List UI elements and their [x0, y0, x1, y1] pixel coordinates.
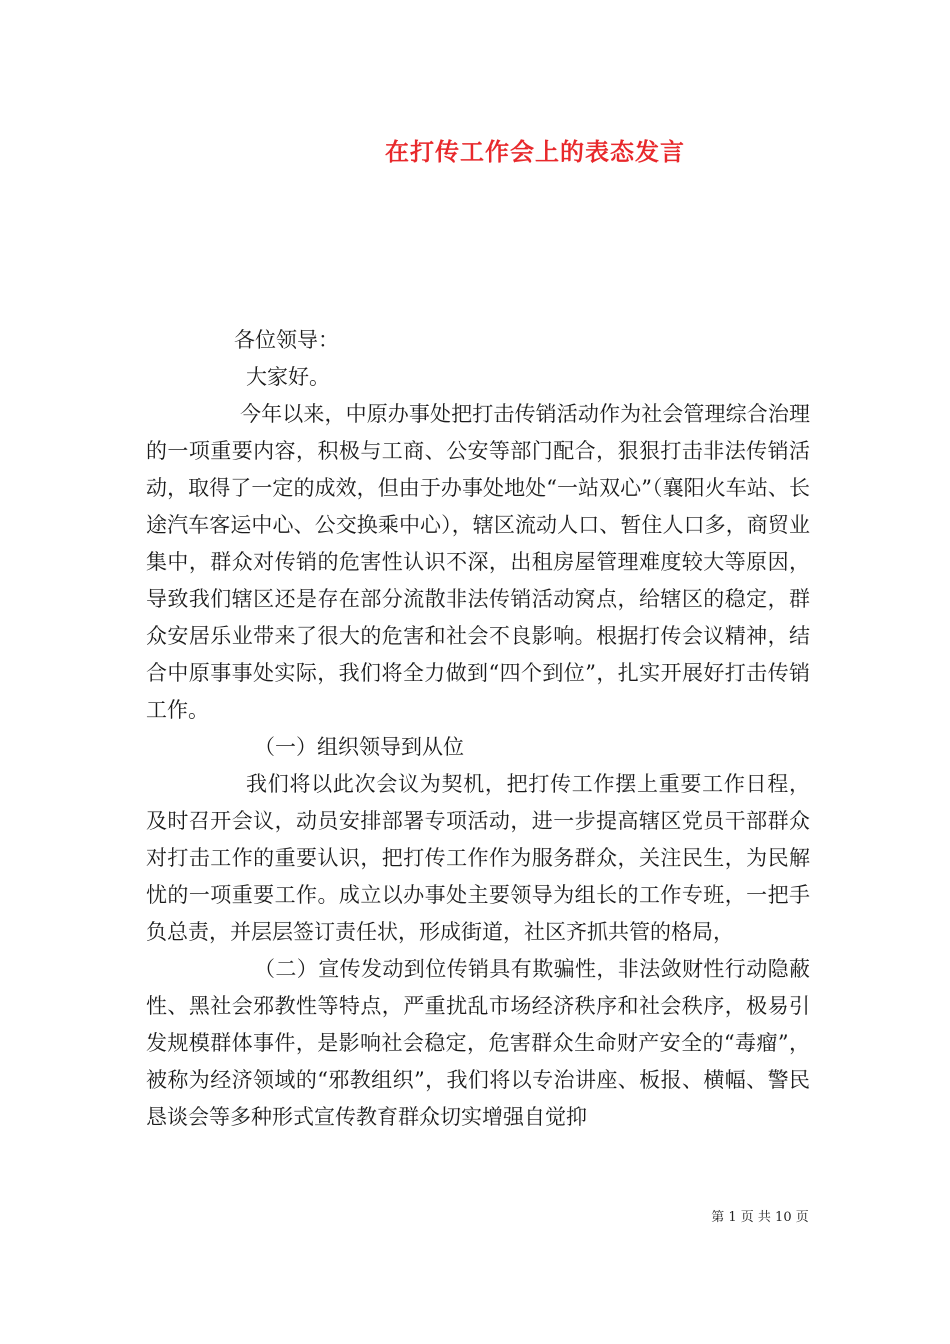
document-title: 在打传工作会上的表态发言: [385, 137, 685, 166]
intro-paragraph: 今年以来，中原办事处把打击传销活动作为社会管理综合治理的一项重要内容，积极与工商、公安等部门配合，狠狠打击非法传销活动，取得了一定的成效，但由于办事处地处“一站双心”（襄阳火车站、长途汽车客运中心、公交换乘中心），辖区流动人口、暂住人口多，商贸业集中，群众对传销的危害性认识不深，出租房屋管理难度较大等原因，导致我们辖区还是存在部分流散非法传销活动窝点，给辖区的稳定，群众安居乐业带来了很大的危害和社会不良影响。根据打传会议精神，结合中原事事处实际，我们将全力做到“四个到位”，扎实开展好打击传销工作。: [146, 402, 810, 722]
page-number-footer: 第 1 页 共 10 页: [711, 1210, 809, 1225]
section-1-heading: （一）组织领导到从位: [254, 735, 464, 759]
section-2-paragraph: （二）宣传发动到位传销具有欺骗性，非法敛财性行动隐蔽性、黑社会邪教性等特点，严重扰乱市场经济秩序和社会秩序，极易引发规模群体事件，是影响社会稳定，危害群众生命财产安全的“毒瘤”，被称为经济领域的“邪教组织”，我们将以专治讲座、板报、横幅、警民恳谈会等多种形式宣传教育群众切实增强自觉抑: [146, 957, 810, 1129]
salutation: 各位领导：: [234, 328, 339, 352]
section-1-paragraph: 我们将以此次会议为契机，把打传工作摆上重要工作日程，及时召开会议，动员安排部署专项活动，进一步提高辖区党员干部群众对打击工作的重要认识，把打传工作作为服务群众，关注民生，为民解忧的一项重要工作。成立以办事处主要领导为组长的工作专班，一把手负总责，并层层签订责任状，形成街道，社区齐抓共管的格局，: [146, 772, 810, 944]
document-body: [146, 322, 810, 1136]
greeting: 大家好。: [246, 365, 330, 389]
